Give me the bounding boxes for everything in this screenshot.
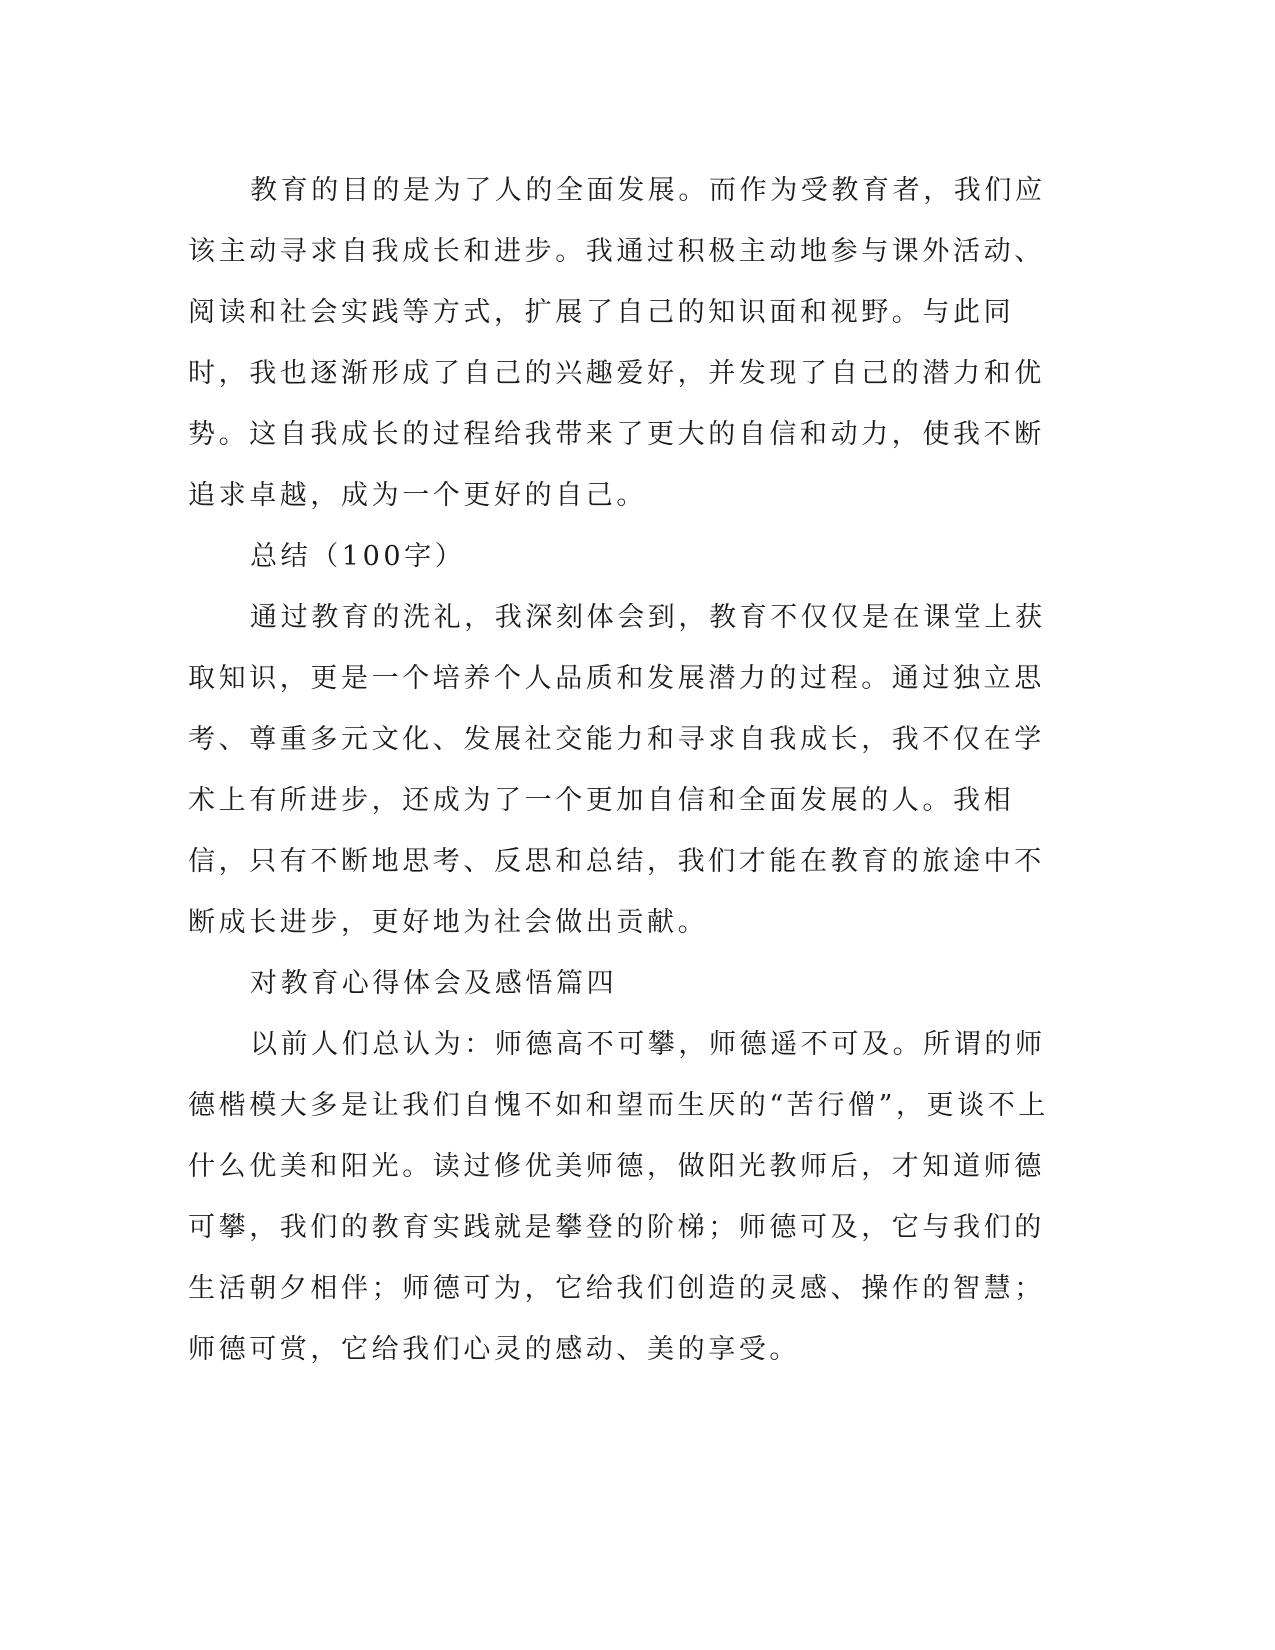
section-heading-part-four: 对教育心得体会及感悟篇四 [250, 968, 618, 999]
paragraph-summary: 通过教育的洗礼，我深刻体会到，教育不仅仅是在课堂上获取知识，更是一个培养个人品质和发展潜力的过程。通过独立思考、尊重多元文化、发展社交能力和寻求自我成长，我不仅在学术上有所进步，还成为了一个更加自信和全面发展的人。我相信，只有不断地思考、反思和总结，我们才能在教育的旅途中不断成长进步，更好地为社会做出贡献。 [188, 602, 1046, 938]
section-heading-summary: 总结（100字） [250, 541, 466, 572]
paragraph-self-growth: 教育的目的是为了人的全面发展。而作为受教育者，我们应该主动寻求自我成长和进步。我通过积极主动地参与课外活动、阅读和社会实践等方式，扩展了自己的知识面和视野。与此同时，我也逐渐形成了自己的兴趣爱好，并发现了自己的潜力和优势。这自我成长的过程给我带来了更大的自信和动力，使我不断追求卓越，成为一个更好的自己。 [188, 175, 1046, 511]
document-body [188, 160, 1068, 1380]
paragraph-teacher-ethics: 以前人们总认为：师德高不可攀，师德遥不可及。所谓的师德楷模大多是让我们自愧不如和望而生厌的“苦行僧”，更谈不上什么优美和阳光。读过修优美师德，做阳光教师后，才知道师德可攀，我们的教育实践就是攀登的阶梯；师德可及，它与我们的生活朝夕相伴；师德可为，它给我们创造的灵感、操作的智慧；师德可赏，它给我们心灵的感动、美的享受。 [188, 1029, 1050, 1365]
